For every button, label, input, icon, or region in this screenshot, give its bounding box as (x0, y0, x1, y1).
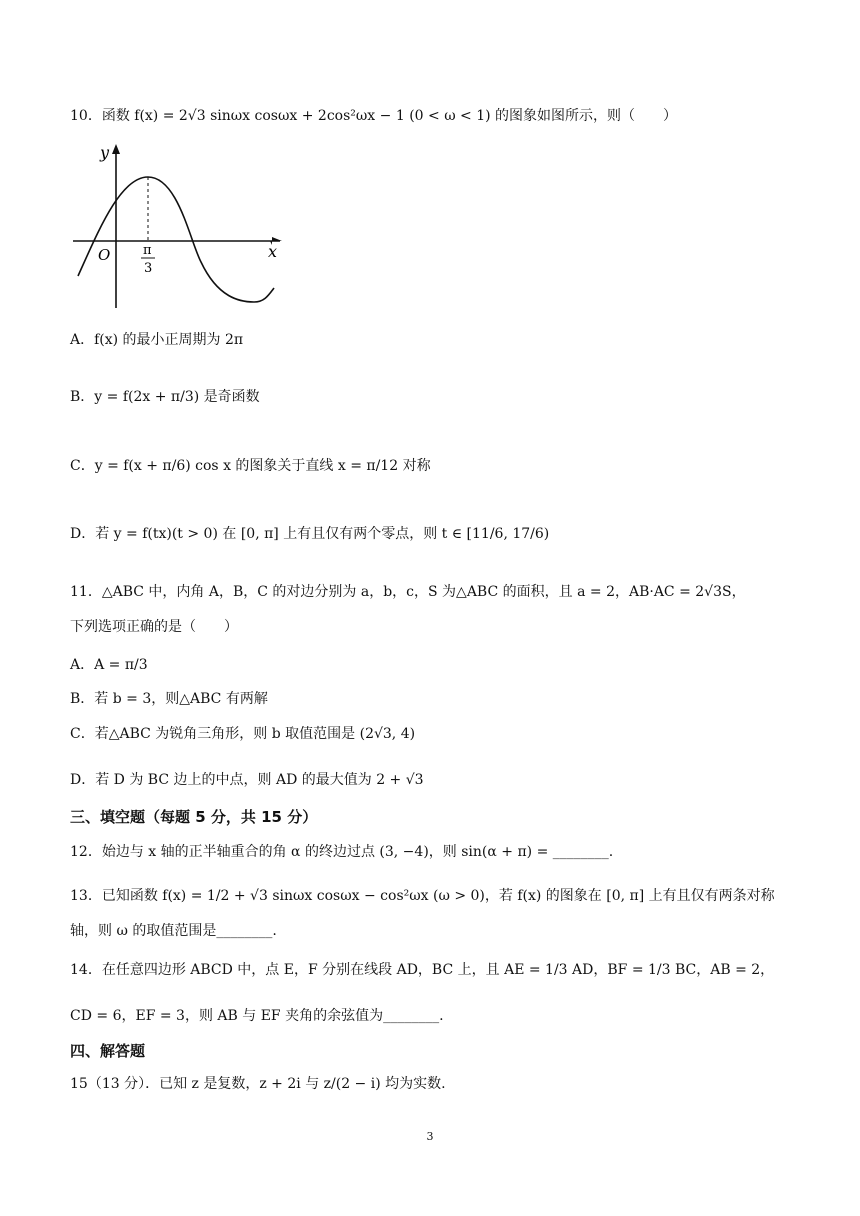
q15: 15（13 分）．已知 z 是复数，z + 2i 与 z/(2 − i) 均为实数. (70, 1076, 446, 1092)
q10-option-c: C．y = f(x + π/6) cos x 的图象关于直线 x = π/12 对称 (70, 458, 431, 474)
y-axis-arrow (112, 144, 120, 154)
page-number: 3 (426, 1130, 434, 1143)
q11-stem-line1: 11．△ABC 中，内角 A，B，C 的对边分别为 a，b，c，S 为△ABC 的面积，且 a = 2，AB·AC = 2√3S， (70, 584, 746, 600)
q10-option-d: D．若 y = f(tx)(t > 0) 在 [0, π] 上有且仅有两个零点，则 t ∈ [11/6, 17/6) (70, 526, 550, 542)
q10-option-a: A．f(x) 的最小正周期为 2π (70, 332, 244, 348)
q10-sine-graph (68, 140, 288, 315)
q13-line2: 轴，则 ω 的取值范围是________. (70, 923, 277, 939)
q14-line1: 14．在任意四边形 ABCD 中，点 E，F 分别在线段 AD，BC 上，且 AE = 1/3 AD，BF = 1/3 BC，AB = 2， (70, 962, 775, 978)
q11-option-b: B．若 b = 3，则△ABC 有两解 (70, 691, 268, 707)
q10-option-b: B．y = f(2x + π/3) 是奇函数 (70, 389, 260, 405)
q11-option-c: C．若△ABC 为锐角三角形，则 b 取值范围是 (2√3, 4) (70, 726, 416, 742)
y-label: y (100, 143, 110, 162)
section-3-heading: 三、填空题（每题 5 分，共 15 分） (70, 808, 318, 826)
q11-option-a: A．A = π/3 (70, 657, 148, 673)
q10-stem: 10．函数 f(x) = 2√3 sinωx cosωx + 2cos²ωx − 1 (0 < ω < 1) 的图象如图所示，则（ ） (70, 108, 678, 124)
tick-three: 3 (144, 261, 153, 276)
section-4-heading: 四、解答题 (70, 1042, 146, 1060)
sine-curve (78, 177, 274, 302)
q11-option-d: D．若 D 为 BC 边上的中点，则 AD 的最大值为 2 + √3 (70, 772, 424, 788)
q12: 12．始边与 x 轴的正半轴重合的角 α 的终边过点 (3, −4)，则 sin(α + π) = ________. (70, 844, 614, 860)
x-label: x (268, 242, 278, 261)
tick-pi: π (143, 243, 152, 258)
q13-line1: 13．已知函数 f(x) = 1/2 + √3 sinωx cosωx − cos²ωx (ω > 0)，若 f(x) 的图象在 [0, π] 上有且仅有两条对称 (70, 888, 775, 904)
q14-line2: CD = 6，EF = 3，则 AB 与 EF 夹角的余弦值为________. (70, 1008, 444, 1024)
origin-label: O (98, 246, 111, 264)
q11-stem-line2: 下列选项正确的是（ ） (70, 619, 238, 635)
